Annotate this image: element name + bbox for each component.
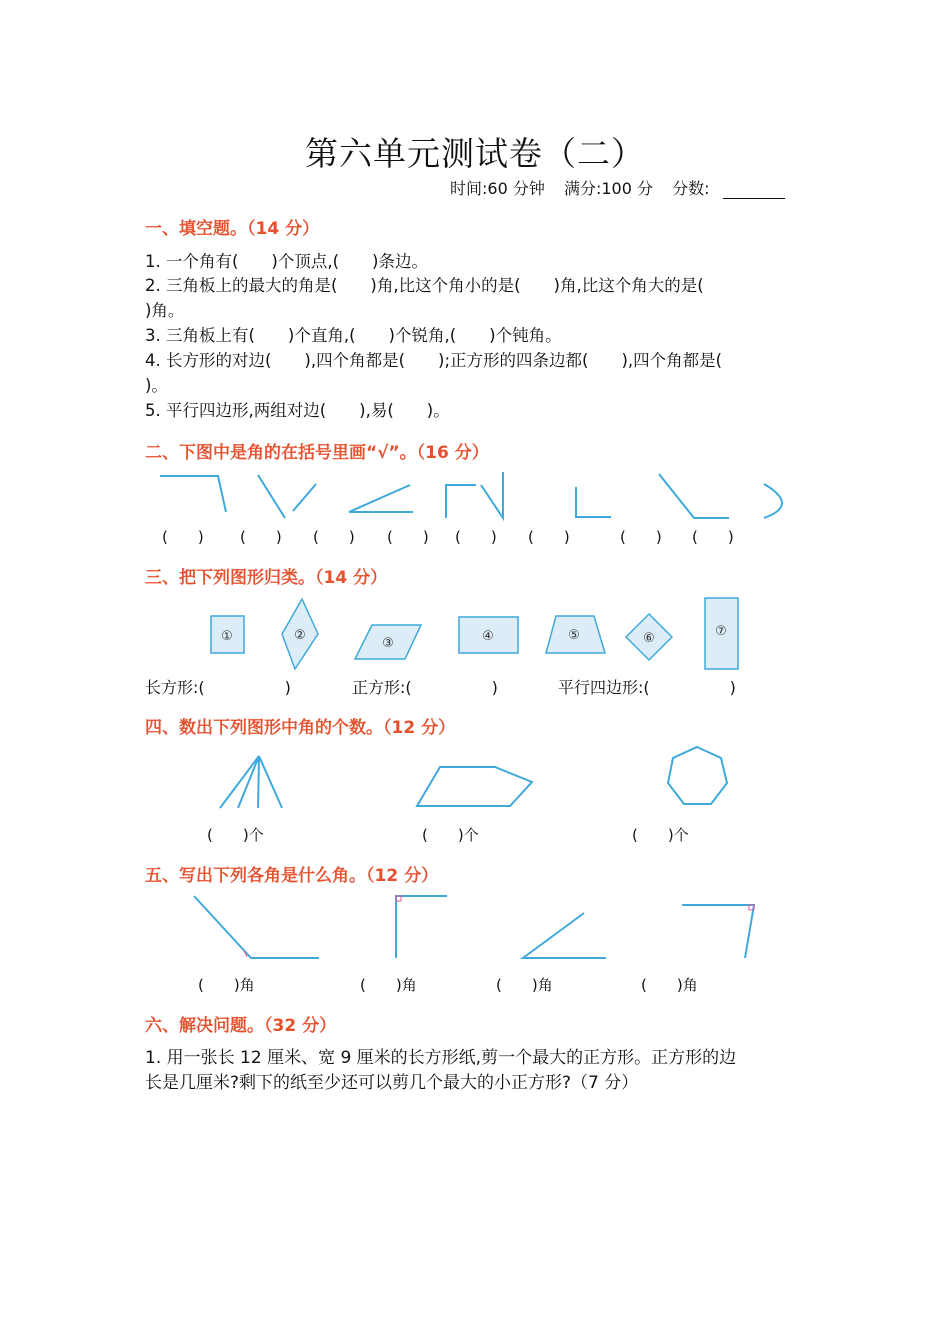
question-1-3: 3. 三角板上有( )个直角,( )个锐角,( )个钝角。 [145, 326, 562, 345]
shape-6-label: ⑥ [643, 631, 655, 646]
question-1-2-cont: )角。 [145, 301, 185, 320]
time-limit: 时间:60 分钟 [450, 179, 545, 198]
category-parallelogram[interactable]: 平行四边形:( ) [558, 678, 736, 697]
s2-blank-5[interactable]: ( ) [455, 528, 497, 546]
section-6-heading: 六、解决问题。（32 分） [145, 1016, 337, 1036]
s2-blank-7[interactable]: ( ) [620, 528, 662, 546]
question-6-1: 1. 用一张长 12 厘米、宽 9 厘米的长方形纸,剪一个最大的正方形。正方形的边 [145, 1048, 737, 1068]
s2-blank-2[interactable]: ( ) [240, 528, 282, 546]
full-score: 满分:100 分 [563, 179, 653, 198]
s5-blank-2[interactable]: ( )角 [360, 976, 417, 994]
angle-right-figure [396, 896, 447, 958]
score-label: 分数: [672, 179, 710, 198]
angle-acute-figure [523, 913, 606, 958]
shape-2-label: ② [294, 628, 306, 643]
s5-blank-1[interactable]: ( )角 [198, 976, 255, 994]
question-1-4: 4. 长方形的对边( ),四个角都是( );正方形的四条边都( ),四个角都是( [145, 351, 723, 370]
s2-blank-4[interactable]: ( ) [387, 528, 429, 546]
question-1-5: 5. 平行四边形,两组对边( ),易( )。 [145, 401, 450, 420]
shape-3-label: ③ [382, 636, 394, 651]
angle-obtuse-figure [194, 896, 319, 958]
s4-blank-3[interactable]: ( )个 [632, 826, 689, 844]
shape-7-label: ⑦ [715, 624, 727, 639]
category-rectangle[interactable]: 长方形:( ) [145, 678, 291, 697]
s2-blank-6[interactable]: ( ) [528, 528, 570, 546]
section-4-heading: 四、数出下列图形中角的个数。（12 分） [145, 718, 456, 738]
section-3-heading: 三、把下列图形归类。（14 分） [145, 568, 388, 588]
category-square[interactable]: 正方形:( ) [352, 678, 498, 697]
s4-blank-2[interactable]: ( )个 [422, 826, 479, 844]
question-1-4-cont: )。 [145, 376, 168, 395]
s2-blank-8[interactable]: ( ) [692, 528, 734, 546]
section-5-heading: 五、写出下列各角是什么角。（12 分） [145, 866, 439, 886]
s4-blank-1[interactable]: ( )个 [207, 826, 264, 844]
s2-blank-3[interactable]: ( ) [313, 528, 355, 546]
angle-4-figure [682, 905, 754, 958]
s2-blank-1[interactable]: ( ) [162, 528, 204, 546]
s5-blank-4[interactable]: ( )角 [641, 976, 698, 994]
s5-blank-3[interactable]: ( )角 [496, 976, 553, 994]
section-1-heading: 一、填空题。（14 分） [145, 219, 320, 239]
section-2-heading: 二、下图中是角的在括号里画“√”。（16 分） [145, 443, 489, 463]
question-1-2: 2. 三角板上的最大的角是( )角,比这个角小的是( )角,比这个角大的是( [145, 276, 704, 295]
shape-4-label: ④ [482, 629, 494, 644]
question-6-1-cont: 长是几厘米?剩下的纸至少还可以剪几个最大的小正方形?（7 分） [145, 1073, 639, 1093]
shape-5-label: ⑤ [568, 628, 580, 643]
page-title: 第六单元测试卷（二） [305, 134, 645, 173]
question-1-1: 1. 一个角有( )个顶点,( )条边。 [145, 252, 428, 271]
shape-1-label: ① [221, 629, 233, 644]
